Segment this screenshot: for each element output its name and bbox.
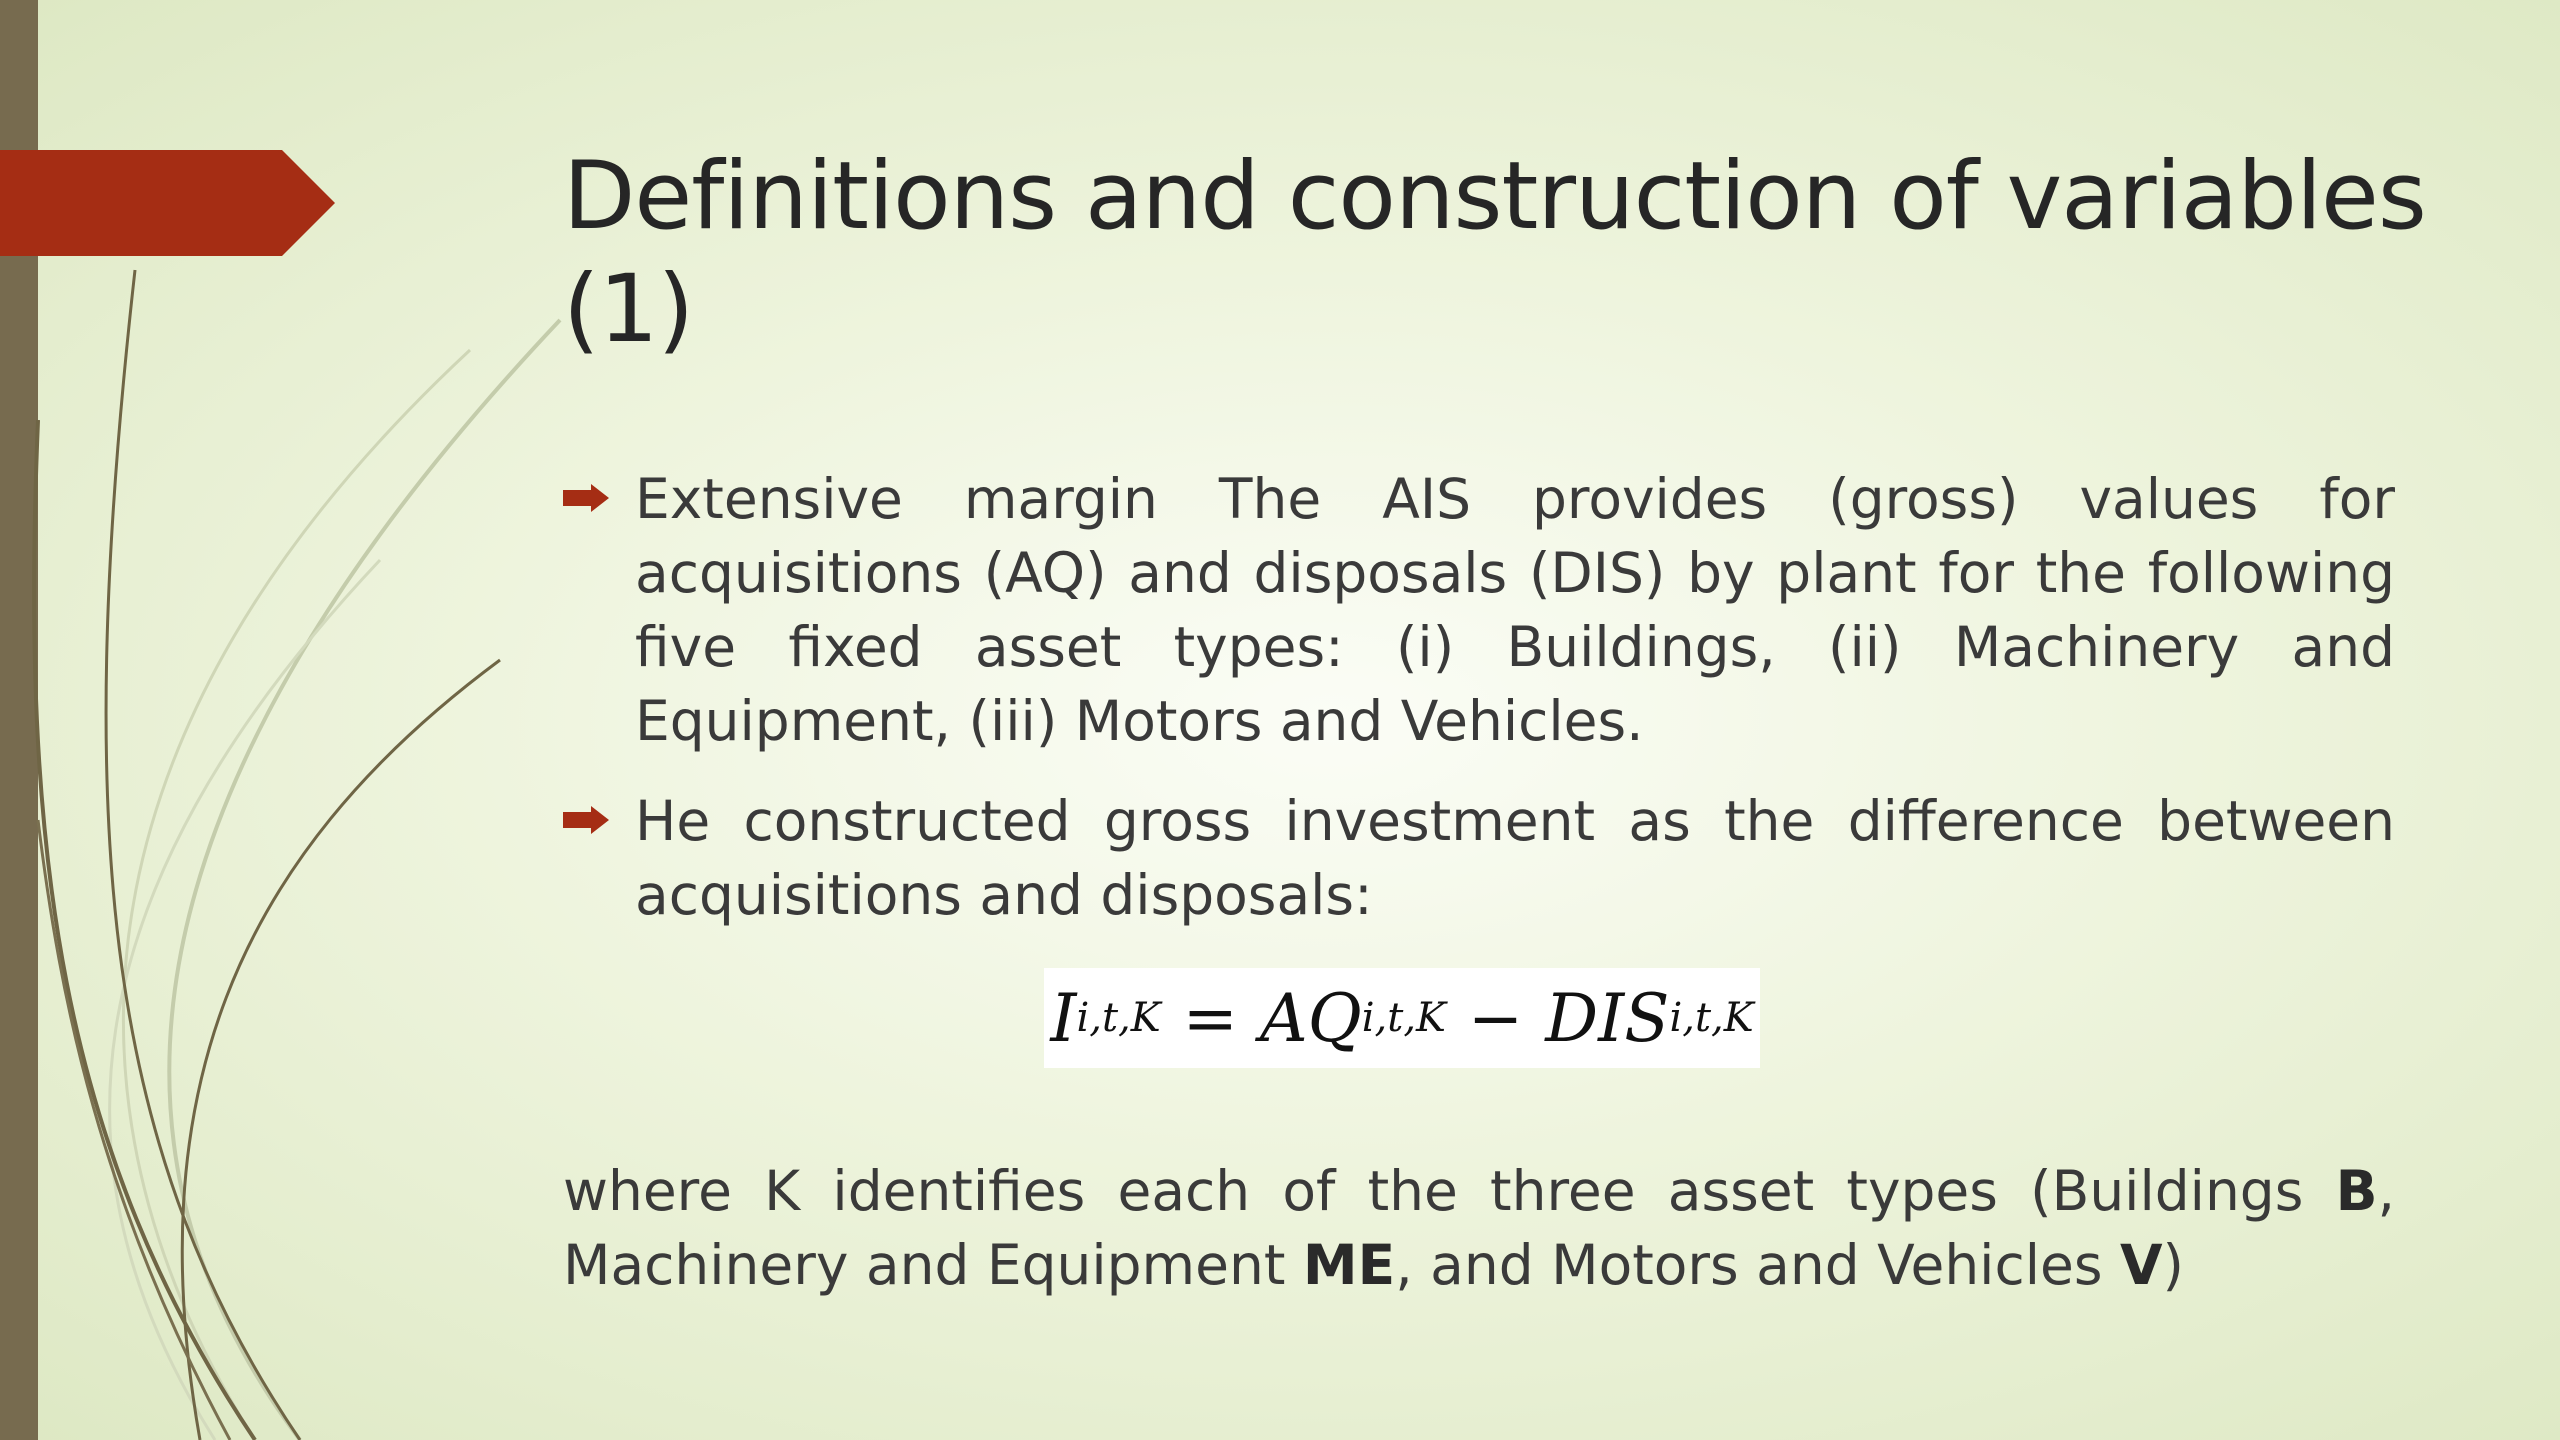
where-text-part1: where K identifies each of the three asset types (Buildings: [563, 1159, 2336, 1223]
code-machinery-equipment: ME: [1302, 1233, 1396, 1297]
bullet-text: Extensive margin The AIS provides (gross) values for acquisitions (AQ) and disposals (DIS) by plant for the following five fixed asset types: (i) Buildings, (ii) Machinery and Equipment, (iii) Motors and Vehicles.: [635, 467, 2395, 753]
bullet-item-gross-investment: [563, 784, 2395, 932]
formula-term1-var: AQ: [1259, 979, 1362, 1057]
curve-light-1: [169, 320, 560, 1440]
where-text-part3: , and Motors and Vehicles: [1395, 1233, 2120, 1297]
bullet-text: He constructed gross investment as the difference between acquisitions and disposals:: [635, 789, 2395, 927]
arrow-bullet-icon: [563, 484, 609, 512]
investment-formula: [1044, 968, 1760, 1068]
slide-title: Definitions and construction of variables (1): [563, 142, 2426, 364]
title-accent-arrow: [0, 150, 335, 256]
code-buildings: B: [2335, 1159, 2378, 1223]
formula-term1-sub: i,t,K: [1361, 995, 1446, 1041]
formula-lhs-var: I: [1050, 979, 1077, 1057]
where-text-part2: , Machinery and Equipment: [563, 1159, 2395, 1297]
bullet-list: [563, 462, 2395, 958]
formula-term2-sub: i,t,K: [1669, 995, 1754, 1041]
curve-dark-2: [106, 270, 300, 1440]
where-text-part4: ): [2162, 1233, 2185, 1297]
curve-dark-3: [34, 420, 255, 1440]
formula-equals: =: [1182, 979, 1238, 1057]
arrow-bullet-icon: [563, 806, 609, 834]
code-motors-vehicles: V: [2119, 1233, 2163, 1297]
curve-light-2: [123, 350, 470, 1440]
curve-light-3: [110, 560, 380, 1440]
bullet-item-extensive-margin: [563, 462, 2395, 758]
formula-term2-var: DIS: [1545, 979, 1670, 1057]
where-explanation: [563, 1154, 2395, 1302]
formula-minus: −: [1467, 979, 1524, 1057]
formula-lhs-sub: i,t,K: [1076, 995, 1161, 1041]
